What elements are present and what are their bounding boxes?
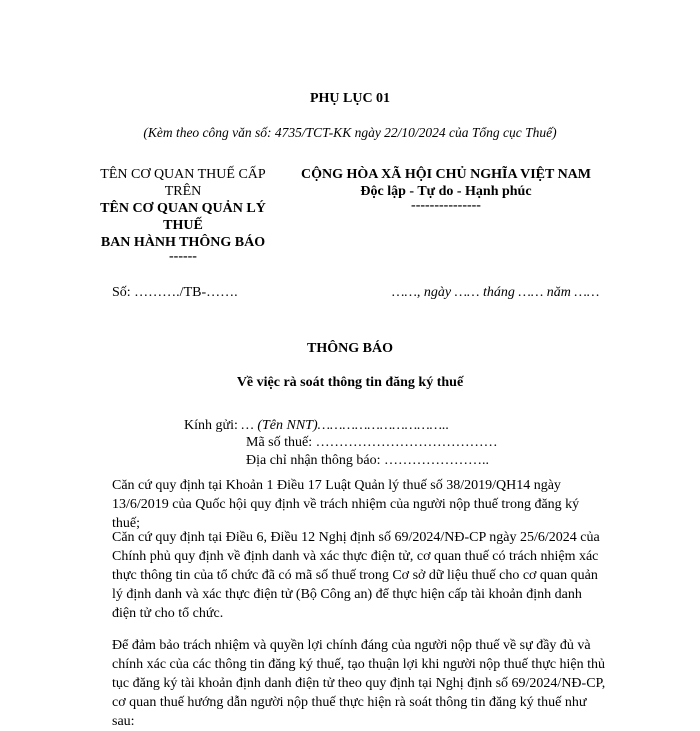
recipient-tax-code: Mã số thuế: ………………………………… <box>246 435 498 450</box>
recipient-address: Địa chỉ nhận thông báo: ………………….. <box>246 453 490 468</box>
notice-title: THÔNG BÁO <box>307 341 393 356</box>
document-date: ……, ngày …… tháng …… năm …… <box>392 285 600 300</box>
national-motto: Độc lập - Tự do - Hạnh phúc <box>360 184 532 199</box>
issuing-unit: BAN HÀNH THÔNG BÁO <box>100 235 266 250</box>
appendix-title: PHỤ LỤC 01 <box>309 91 391 106</box>
body-paragraph-2: Căn cứ quy định tại Điều 6, Điều 12 Nghị định số 69/2024/NĐ-CP ngày 25/6/2024 của Chính phủ quy định về định danh và xác thực điện tử, cơ quan thuế có trách nhiệm xác thực thông tin của tổ chức đã có mã số thuế trong Cơ sở dữ liệu thuế cho cơ quan quản lý định danh và xác thực điện tử (Bộ Công an) để thực hiện cấp tài khoản định danh điện tử cho tổ chức. <box>112 530 600 621</box>
body-paragraph-1: Căn cứ quy định tại Khoản 1 Điều 17 Luật Quản lý thuế số 38/2019/QH14 ngày 13/6/2019 của Quốc hội quy định về trách nhiệm của người nộp thuế trong đăng ký thuế; <box>112 478 580 531</box>
notice-subject: Về việc rà soát thông tin đăng ký thuế <box>236 375 464 390</box>
left-header-rule: ------ <box>169 249 197 264</box>
recipient-name: … (Tên NNT)………………………….. <box>241 418 450 433</box>
issuing-agency-block <box>88 166 278 263</box>
recipient-line <box>184 417 449 434</box>
right-header-rule: --------------- <box>411 198 481 213</box>
recipient-label: Kính gửi: <box>184 418 242 433</box>
superior-tax-agency: TÊN CƠ QUAN THUẾ CẤP TRÊN <box>100 167 266 199</box>
managing-tax-agency: TÊN CƠ QUAN QUẢN LÝ THUẾ <box>100 201 266 233</box>
body-paragraph-3: Để đảm bảo trách nhiệm và quyền lợi chính đáng của người nộp thuế về sự đầy đủ và chính xác của các thông tin đăng ký thuế, tạo thuận lợi khi người nộp thuế thực hiện thủ tục đăng ký tài khoản định danh điện tử theo quy định tại Nghị định số 69/2024/NĐ-CP, cơ quan thuế hướng dẫn người nộp thuế thực hiện rà soát thông tin đăng ký thuế như sau: <box>112 638 606 729</box>
national-header-block <box>286 166 606 212</box>
country-name: CỘNG HÒA XÃ HỘI CHỦ NGHĨA VIỆT NAM <box>300 167 591 182</box>
appendix-note: (Kèm theo công văn số: 4735/TCT-KK ngày 22/10/2024 của Tổng cục Thuế) <box>143 125 557 140</box>
document-number: Số: ………./TB-……. <box>112 285 238 300</box>
